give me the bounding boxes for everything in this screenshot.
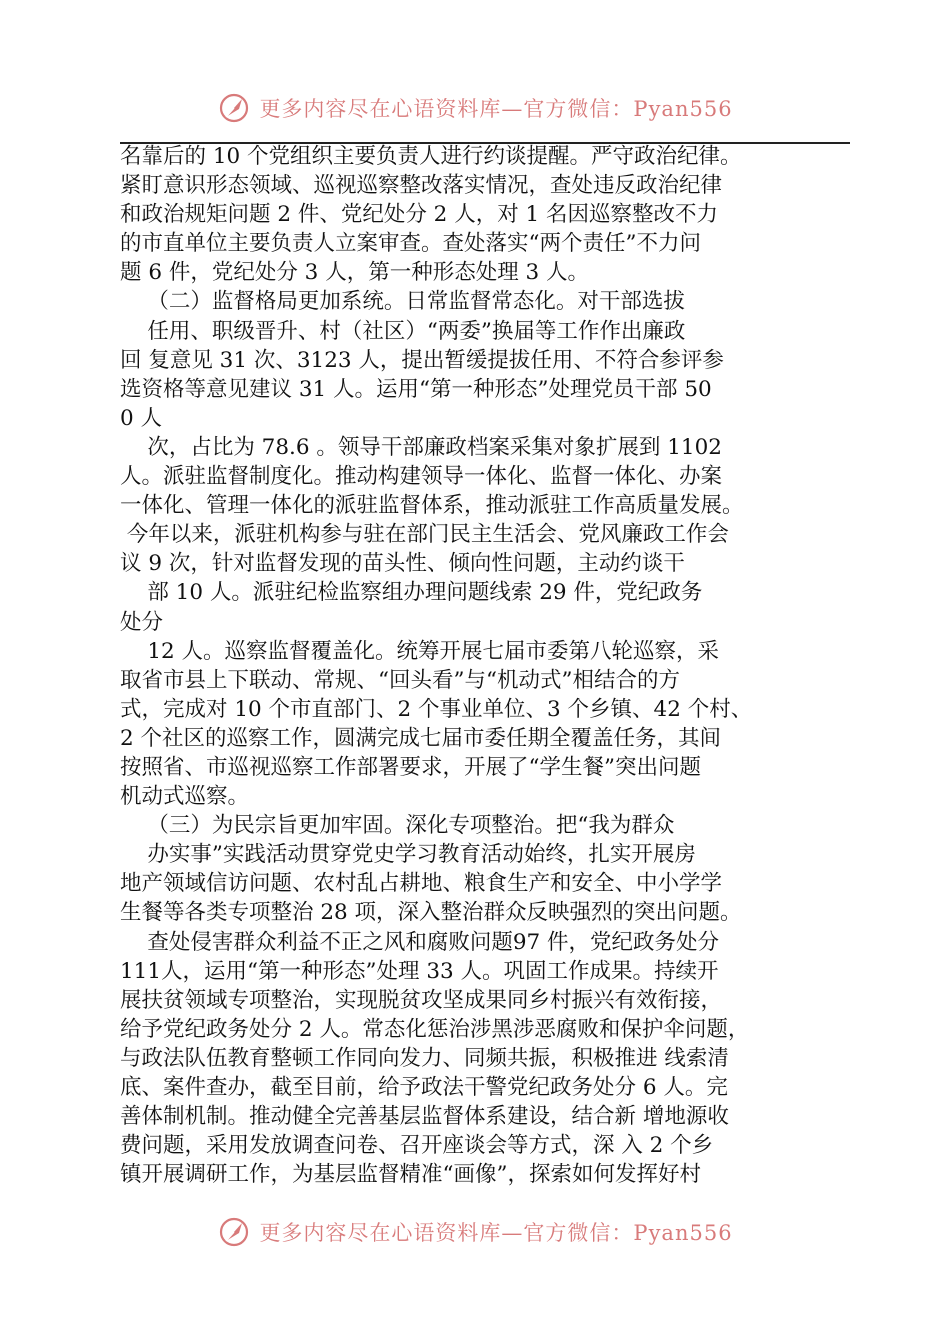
quill-logo-icon [217, 1215, 251, 1249]
text-line: 次，占比为 78.6 。领导干部廉政档案采集对象扩展到 1102 [120, 434, 722, 460]
text-line: 0 人 [120, 405, 163, 431]
header-watermark [0, 88, 950, 128]
watermark-text: 更多内容尽在心语资料库—官方微信：Pyan556 [259, 97, 733, 121]
text-line: 查处侵害群众利益不正之风和腐败问题97 件，党纪政务处分 [120, 929, 720, 955]
text-line: 按照省、市巡视巡察工作部署要求，开展了“学生餐”突出问题 [120, 754, 701, 780]
text-line: 回 复意见 31 次、3123 人，提出暂缓提拔任用、不符合参评参 [120, 347, 724, 373]
text-line: 镇开展调研工作，为基层监督精准“画像”，探索如何发挥好村 [120, 1162, 701, 1188]
watermark-text: 更多内容尽在心语资料库—官方微信：Pyan556 [259, 1221, 733, 1245]
text-line: 任用、职级晋升、村（社区）“两委”换届等工作作出廉政 [120, 318, 686, 344]
text-line: 办实事”实践活动贯穿党史学习教育活动始终，扎实开展房 [120, 842, 696, 868]
text-line: 善体制机制。推动健全完善基层监督体系建设，结合新 增地源收 [120, 1104, 729, 1130]
text-line: （二）监督格局更加系统。日常监督常态化。对干部选拔 [120, 289, 685, 315]
text-line: 今年以来，派驻机构参与驻在部门民主生活会、党风廉政工作会 [120, 522, 729, 548]
text-line: 2 个社区的巡察工作，圆满完成七届市委任期全覆盖任务，其间 [120, 725, 722, 751]
text-line: 111人，运用“第一种形态”处理 33 人。巩固工作成果。持续开 [120, 958, 719, 984]
text-line: 和政治规矩问题 2 件、党纪处分 2 人，对 1 名因巡察整改不力 [120, 202, 719, 228]
text-line: 底、案件查办，截至目前，给予政法干警党纪政务处分 6 人。完 [120, 1075, 728, 1100]
text-line: 生餐等各类专项整治 28 项，深入整治群众反映强烈的突出问题。 [120, 900, 742, 926]
text-line: 费问题，采用发放调查问卷、召开座谈会等方式，深 入 2 个乡 [120, 1133, 714, 1159]
quill-logo-icon [217, 91, 251, 125]
text-line: 取省市县上下联动、常规、“回头看”与“机动式”相结合的方 [120, 667, 680, 693]
text-line: 式，完成对 10 个市直部门、2 个事业单位、3 个乡镇、42 个村、 [120, 696, 753, 722]
text-line: 一体化、管理一体化的派驻监督体系，推动派驻工作高质量发展。 [120, 493, 744, 519]
text-line: 12 人。巡察监督覆盖化。统筹开展七届市委第八轮巡察，采 [120, 638, 720, 664]
text-line: 机动式巡察。 [120, 784, 250, 810]
text-line: 议 9 次，针对监督发现的苗头性、倾向性问题，主动约谈干 [120, 551, 685, 577]
text-line: 人。派驻监督制度化。推动构建领导一体化、监督一体化、办案 [120, 464, 723, 490]
text-line: 处分 [120, 609, 164, 635]
footer-watermark [0, 1212, 950, 1252]
text-line: 题 6 件，党纪处分 3 人，第一种形态处理 3 人。 [120, 260, 590, 286]
text-line: 紧盯意识形态领域、巡视巡察整改落实情况，查处违反政治纪律 [120, 173, 723, 199]
text-line: 与政法队伍教育整顿工作同向发力、同频共振，积极推进 线索清 [120, 1045, 729, 1071]
text-line: 展扶贫领域专项整治，实现脱贫攻坚成果同乡村振兴有效衔接， [120, 987, 723, 1013]
document-body [120, 142, 860, 1189]
text-line: 名靠后的 10 个党组织主要负责人进行约谈提醒。严守政治纪律。 [120, 144, 742, 169]
text-line: （三）为民宗旨更加牢固。深化专项整治。把“我为群众 [120, 813, 675, 839]
text-line: 部 10 人。派驻纪检监察组办理问题线索 29 件，党纪政务 [120, 580, 703, 606]
text-line: 地产领域信访问题、农村乱占耕地、粮食生产和安全、中小学学 [120, 871, 723, 897]
text-line: 的市直单位主要负责人立案审查。查处落实“两个责任”不力问 [120, 231, 701, 257]
text-line: 选资格等意见建议 31 人。运用“第一种形态”处理党员干部 50 [120, 376, 712, 402]
text-line: 给予党纪政务处分 2 人。常态化惩治涉黑涉恶腐败和保护伞问题， [120, 1016, 750, 1042]
